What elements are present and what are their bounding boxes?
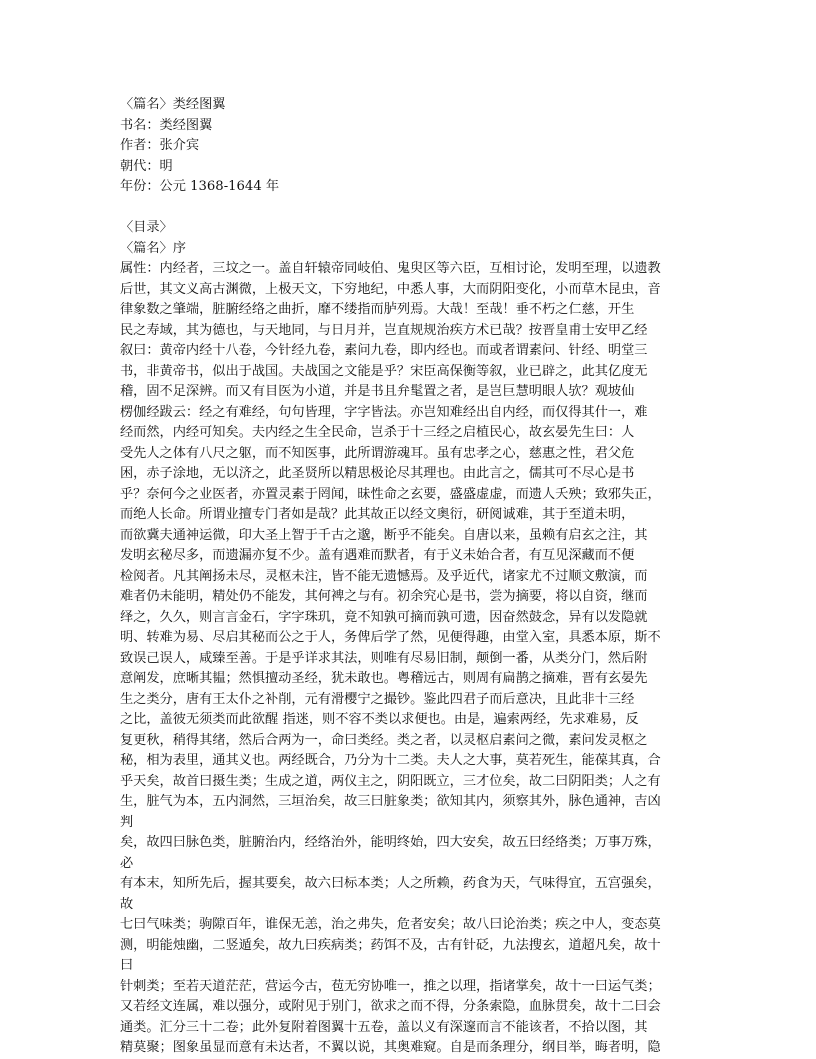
body-line: 故 [120, 896, 134, 912]
body-line: 七曰气味类；驹隙百年，谁保无恙，治之弗失，危者安矣；故八曰论治类；疾之中人，变态莫 [120, 917, 661, 932]
body-line: 测，明能烛幽，二竖遁矣，故九曰疾病类；药饵不及，古有针砭，九法搜玄，道超凡矣，故十 [120, 937, 661, 953]
body-line: 经而然，内经可知矣。夫内经之生全民命，岂杀于十三经之启植民心，故玄晏先生曰：人 [120, 425, 635, 440]
book-name: 书名：类经图翼 [120, 117, 213, 133]
body-line: 乎？奈何今之业医者，亦置灵素于罔闻，昧性命之玄要，盛盛虚虚，而遗人夭殃；致邪失正， [120, 486, 661, 502]
body-line: 而绝人长命。所谓业擅专门者如是哉？此其故正以经文奥衍，研阅诚难，其于至道未明， [120, 507, 635, 522]
body-line: 针刺类；至若天道茫茫，营运今古，苞无穷协唯一，推之以理，指诸掌矣，故十一曰运气类； [120, 978, 661, 994]
body-line: 意阐发，庶晰其韫；然惧擅动圣经，犹未敢也。粤稽远古，则周有扁鹊之摘难，晋有玄晏先 [120, 671, 648, 686]
body-line: 复更秋，稍得其绪，然后合两为一，命曰类经。类之者，以灵枢启素问之微，素问发灵枢之 [120, 732, 648, 748]
body-line: 发明玄秘尽多，而遗漏亦复不少。盖有遇难而默者，有于义未始合者，有互见深藏而不便 [120, 548, 635, 563]
body-line: 精莫聚；图象虽显而意有未达者，不翼以说，其奥难窥。自是而条理分，纲目举，晦者明，隐 [120, 1040, 661, 1055]
body-line: 受先人之体有八尺之躯，而不知医事，此所谓游魂耳。虽有忠孝之心，慈惠之性，君父危 [120, 445, 635, 461]
body-line: 致误己误人，咸臻至善。于是乎详求其法，则唯有尽易旧制，颠倒一番，从类分门，然后附 [120, 650, 648, 666]
chapter-tag: 〈篇名〉类经图翼 [120, 97, 226, 112]
body-line: 判 [120, 814, 134, 830]
document-page [120, 95, 696, 1059]
body-line: 生之类分，唐有王太仆之补削，元有滑樱宁之撮钞。鉴此四君子而后意决，且此非十三经 [120, 691, 635, 707]
body-line: 绎之，久久，则言言金石，字字珠玑，竟不知孰可摘而孰可遗，因奋然鼓念，异有以发隐就 [120, 609, 648, 625]
preface-body [120, 259, 696, 1059]
body-line: 叙曰：黄帝内经十八卷，今针经九卷，素问九卷，即内经也。而或者谓素问、针经、明堂三 [120, 343, 648, 358]
body-line: 楞伽经跋云：经之有难经，句句皆理，字字皆法。亦岂知难经出自内经，而仅得其什一，难 [120, 404, 648, 420]
body-line: 而欲冀夫通神运微，印大圣上智于千古之邈，断乎不能矣。自唐以来，虽赖有启玄之注，其 [120, 527, 648, 543]
body-line: 困，赤子涂地，无以济之，此圣贤所以精思极论尽其理也。由此言之，儒其可不尽心是书 [120, 466, 635, 481]
body-line: 有本末，知所先后，握其要矣，故六曰标本类；人之所赖，药食为天，气味得宜，五宫强矣， [120, 876, 661, 891]
body-line: 曰 [120, 958, 134, 973]
body-line: 秘，相为表里，通其义也。两经既合，乃分为十二类。夫人之大事，莫若死生，能葆其真，合 [120, 753, 661, 768]
toc-label: 〈目录〉 [120, 220, 173, 235]
spacer [120, 198, 696, 219]
body-line: 必 [120, 855, 134, 871]
author: 作者：张介宾 [120, 138, 200, 153]
body-line: 明、转难为易、尽启其秘而公之于人，务俾后学了然，见便得趣，由堂入室，具悉本原，斯不 [120, 630, 661, 645]
body-line: 生，脏气为本，五内洞然，三垣治矣，故三曰脏象类；欲知其内，须察其外，脉色通神，吉凶 [120, 794, 661, 809]
body-line: 属性：内经者，三坟之一。盖自轩辕帝同岐伯、鬼臾区等六臣，互相讨论，发明至理，以遗教 [120, 261, 661, 276]
body-line: 乎天矣，故首曰摄生类；生成之道，两仪主之，阴阳既立，三才位矣，故二曰阴阳类；人之有 [120, 773, 661, 789]
body-line: 检阅者。凡其阐扬未尽，灵枢未注，皆不能无遗憾焉。及乎近代，诸家尤不过顺文敷演，而 [120, 568, 648, 584]
body-line: 又若经文连属，难以强分，或附见于别门，欲求之而不得，分条索隐，血脉贯矣，故十二曰会 [120, 999, 661, 1014]
body-line: 书，非黄帝书，似出于战国。夫战国之文能是乎？宋臣高保衡等叙，业已辟之，此其亿度无 [120, 363, 648, 379]
dynasty: 朝代：明 [120, 158, 173, 174]
section-title: 〈篇名〉序 [120, 240, 186, 256]
body-line: 后世，其文义高古渊微，上极天文，下穷地纪，中悉人事，大而阴阳变化，小而草木昆虫，音 [120, 281, 661, 297]
body-line: 民之寿域，其为德也，与天地同，与日月并，岂直规规治疾方术已哉？按晋皇甫士安甲乙经 [120, 322, 648, 338]
years: 年份：公元 1368-1644 年 [120, 179, 280, 194]
body-line: 通类。汇分三十二卷；此外复附着图翼十五卷，盖以义有深邃而言不能该者，不拾以图，其 [120, 1019, 648, 1035]
body-line: 矣，故四曰脉色类，脏腑治内，经络治外，能明终始，四大安矣，故五曰经络类；万事万殊， [120, 835, 661, 850]
body-line: 稽，固不足深辨。而又有目医为小道，并是书且弁髦置之者，是岂巨慧明眼人欤？观坡仙 [120, 384, 635, 399]
body-line: 难者仍未能明，精处仍不能发，其何裨之与有。初余究心是书，尝为摘要，将以自资，继而 [120, 589, 648, 604]
body-line: 律象数之肇端，脏腑经络之曲折，靡不缕指而胪列焉。大哉！至哉！垂不朽之仁慈，开生 [120, 302, 635, 317]
body-line: 之比，盖彼无须类而此欲醒 指迷，则不容不类以求便也。由是，遍索两经，先求难易，反 [120, 712, 639, 727]
